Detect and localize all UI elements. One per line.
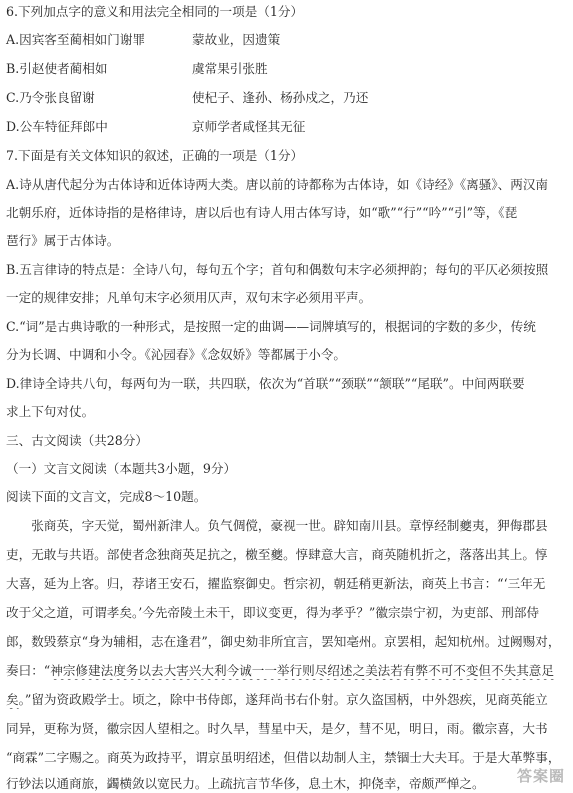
subsection-title: （一）文言文阅读（本题共3小题，9分） (6, 461, 237, 476)
watermark-logo: 答案圈 (516, 767, 565, 785)
passage-line-2: 吏，无敢与共语。部使者念独商英足抗之，檄至夔。惇肆意大言，商英随机折之，落落出其上。惇 (6, 547, 548, 562)
q7-stem: 7.下面是有关文体知识的叙述，正确的一项是（1分） (6, 148, 304, 163)
section-title: 三、古文阅读（共28分） (6, 433, 148, 448)
q7-option-a-line1: A.诗从唐代起分为古体诗和近体诗两大类。唐以前的诗都称为古体诗，如《诗经》《离骚》、两汉南 (6, 177, 549, 192)
q6-stem: 6.下列加点字的意义和用法完全相同的一项是（1分） (6, 4, 304, 19)
q7-option-a-line3: 琶行》属于古体诗。 (6, 233, 120, 248)
passage-line-5: 郎，数毁蔡京“身为辅相，志在逢君”，御史劾非所宜言，罢知亳州。京罢相，起知杭州。过阙赐对， (6, 634, 561, 649)
q6-option-c-right: 使杞子、逢孙、杨孙戍之，乃还 (192, 90, 369, 105)
passage-line-6-prefix: 奏曰：“ (6, 663, 51, 678)
passage-line-1: 张商英，字天觉，蜀州新津人。负气倜傥，豪视一世。辟知南川县。章惇经制夔夷，狎侮郡县 (6, 518, 548, 533)
passage-line-3: 大喜，延为上客。归，荐诸王安石，擢监察御史。哲宗初，朝廷稍更新法，商英上书言：“‘三年无 (6, 576, 546, 591)
passage-line-4: 改于父之道，可谓孝矣。’今先帝陵土未干，即议变更，得为孝乎？”徽宗崇宁初，为吏部、刑部侍 (6, 605, 540, 620)
q6-option-b-left: B.引赵使者蔺相如 (6, 61, 108, 76)
q7-option-b-line1: B.五言律诗的特点是：全诗八句，每句五个字；首句和偶数句末字必须押韵；每句的平仄必须按照 (6, 262, 549, 277)
reading-instruction: 阅读下面的文言文，完成8～10题。 (6, 489, 207, 504)
passage-line-6 (6, 661, 566, 680)
q6-option-d-left: D.公车特征拜郎中 (6, 119, 108, 134)
q7-option-c-line1: C.“词”是古典诗歌的一种形式，是按照一定的曲调——词牌填写的，根据词的字数的多少，传统 (6, 319, 536, 334)
q6-option-b-right: 虞常果引张胜 (192, 61, 268, 76)
q6-option-d-right: 京师学者咸怪其无征 (192, 119, 306, 134)
q7-option-d-line1: D.律诗全诗共八句，每两句为一联，共四联，依次为“首联”“颈联”“颔联”“尾联”。中间两联要 (6, 376, 525, 391)
wavy-underlined-sentence-end: 矣 (6, 692, 19, 707)
q6-option-c-left: C.乃令张良留谢 (6, 90, 95, 105)
passage-line-10: 行钞法以通商旅，蠲横敛以宽民力。上疏抗言节华侈，息土木，抑侥幸，帝颇严惮之。 (6, 776, 485, 791)
q6-option-a-left: A.因宾客至蔺相如门谢罪 (6, 32, 146, 47)
q7-option-c-line2: 分为长调、中调和小令。《沁园春》《念奴娇》等都属于小令。 (6, 347, 347, 362)
wavy-underlined-sentence: 神宗修建法度务以去大害兴大利今诚一一举行则尽绍述之美法若有弊不可不变但不失其意足 (50, 663, 554, 678)
q7-option-d-line2: 求上下句对仗。 (6, 404, 95, 419)
q7-option-a-line2: 北朝乐府，近体诗指的是格律诗，唐以后也有诗人用古体写诗，如“歌”“行”“吟”“引”等，《琵 (6, 205, 518, 220)
passage-line-7-rest: 。”留为资政殿学士。顷之，除中书侍郎，遂拜尚书右仆射。京久盗国柄，中外怨疾，见商英能立 (18, 692, 548, 707)
q7-option-b-line2: 一定的规律安排；凡单句末字必须用仄声，双句末字必须用平声。 (6, 290, 372, 305)
passage-line-8: 同异，更称为贤，徽宗因人望相之。时久旱，彗星中天，是夕，彗不见，明日，雨。徽宗喜，大书 (6, 721, 548, 736)
passage-line-9: “商霖”二字赐之。商英为政持平，谓京虽明绍述，但借以劫制人主，禁锢士大夫耳。于是大革弊事， (6, 750, 561, 765)
passage-line-7 (6, 690, 566, 709)
q6-option-a-right: 蒙故业，因遗策 (192, 32, 281, 47)
